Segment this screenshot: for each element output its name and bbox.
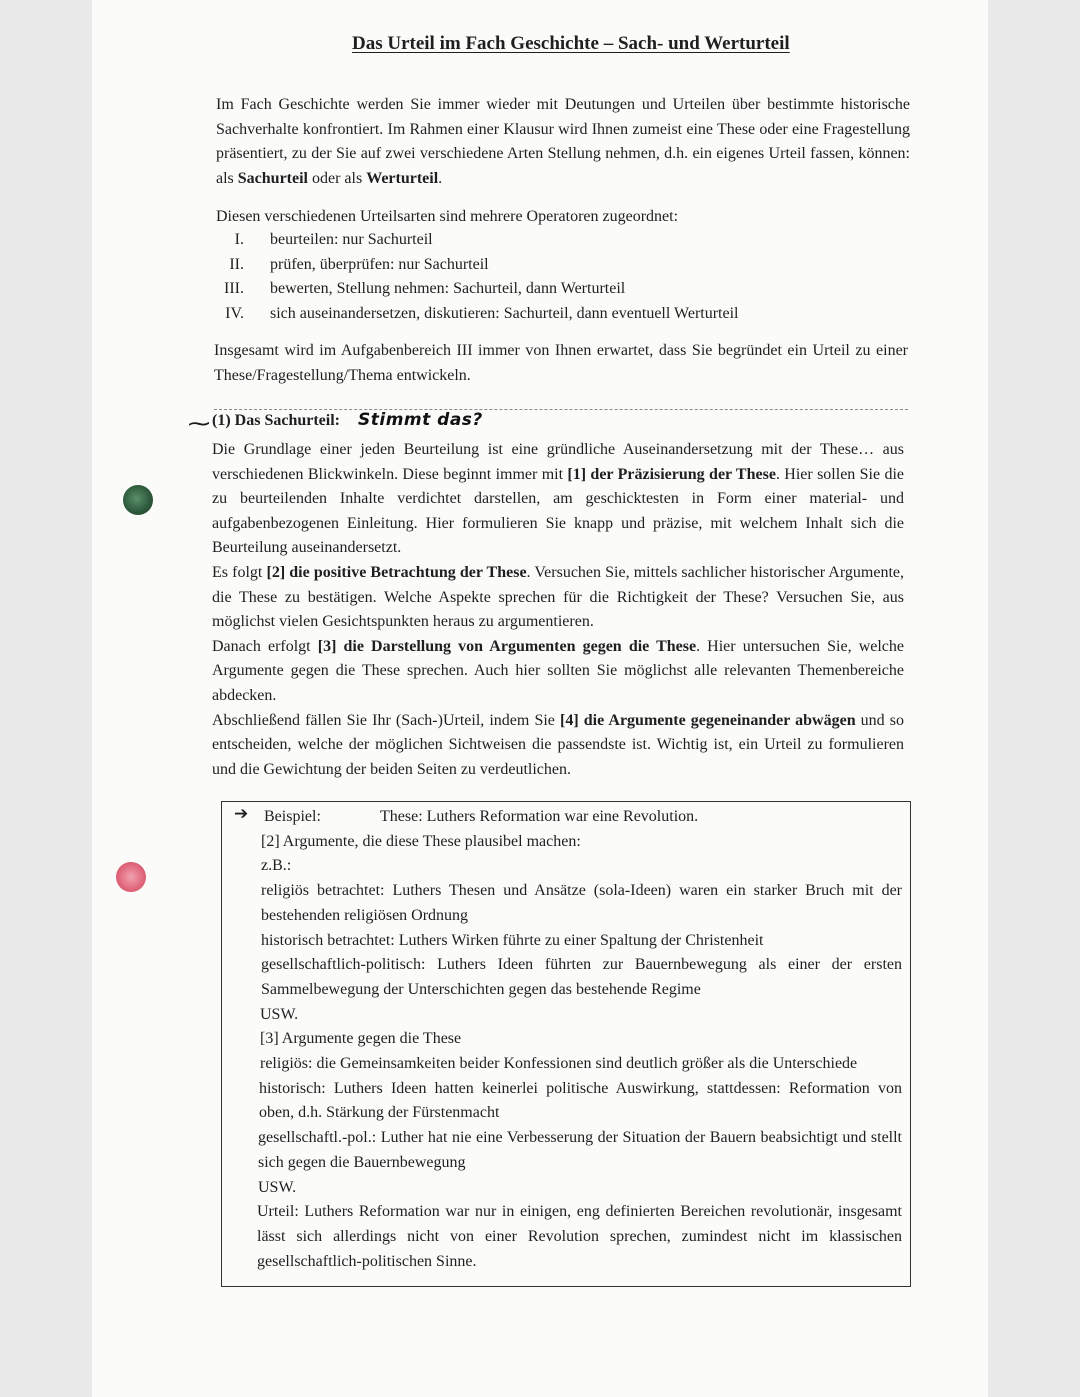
zb-label: z.B.:	[261, 857, 292, 875]
arrow-right-icon: ➔	[234, 804, 249, 824]
con-argument: religiös: die Gemeinsamkeiten beider Konfessionen sind deutlich größer als die Unterschiede	[260, 1055, 858, 1073]
term-werturteil: Werturteil	[366, 169, 439, 187]
example-content	[256, 805, 902, 1274]
operator-item: I. beurteilen: nur Sachurteil	[234, 231, 433, 248]
pro-argument: gesellschaftlich-politisch: Luthers Ideen führten zur Bauernbewegung als einer der ersten Sammelbewegung der Unterschichten gegen das bestehende Regime	[261, 956, 902, 998]
page-title: Das Urteil im Fach Geschichte – Sach- und Werturteil	[352, 33, 790, 54]
term-sachurteil: Sachurteil	[237, 169, 308, 187]
operator-item: II. prüfen, überprüfen: nur Sachurteil	[229, 255, 489, 273]
operator-item: IV. sich auseinandersetzen, diskutieren: Sachurteil, dann eventuell Werturteil	[225, 304, 739, 322]
insgesamt-paragraph: Insgesamt wird im Aufgabenbereich III immer von Ihnen erwartet, dass Sie begründet ein Urteil zu einer These/Fragestellung/Thema entwickeln.	[214, 342, 908, 384]
example-header: Beispiel: These: Luthers Reformation war eine Revolution.	[264, 808, 699, 825]
operators-lead: Diesen verschiedenen Urteilsarten sind mehrere Operatoren zugeordnet:	[216, 208, 679, 225]
con-heading: [3] Argumente gegen die These	[260, 1030, 462, 1048]
intro-paragraph: Im Fach Geschichte werden Sie immer wieder mit Deutungen und Urteilen über bestimmte historische Sachverhalte konfrontiert. Im Rahmen einer Klausur wird Ihnen zumeist eine These oder eine Fragestellung präsentiert, zu der Sie auf zwei verschiedene Arten Stellung nehmen, d.h. ein eigenes Urteil fassen, können: als Sachurteil oder als Werturteil.	[216, 96, 910, 187]
pink-sticker-icon	[116, 862, 146, 892]
section-divider	[214, 409, 908, 410]
usw-label: USW.	[260, 1005, 299, 1023]
handwritten-note: Stimmt das?	[358, 410, 483, 430]
handwritten-dash-mark: ⁓	[188, 412, 210, 437]
sachurteil-text: Die Grundlage einer jeden Beurteilung ist eine gründliche Auseinandersetzung mit der These… aus verschiedenen Blickwinkeln. Diese beginnt immer mit [1] der Präzisierung der These. Hier sollen Sie die zu beurteilenden Inhalte verdichtet darstellen, am geschicktesten in Form einer material- und aufgabenbezogenen Einleitung. Hier formulieren Sie knapp und präzise, mit welchem Inhalt sich die Beurteilung auseinandersetzt. Es folgt [2] die positive Betrachtung der These. Versuchen Sie, mittels sachlicher historischer Argumente, die These zu bestätigen. Welche Aspekte sprechen für die Richtigkeit der These? Versuchen Sie, aus möglichst vielen Gesichtspunkten heraus zu argumentieren. Danach erfolgt [3] die Darstellung von Argumenten gegen die These. Hier untersuchen Sie, welche Argumente gegen die These sprechen. Auch hier sollten Sie möglichst alle relevanten Themenbereiche abdecken. Abschließend fällen Sie Ihr (Sach-)Urteil, indem Sie [4] die Argumente gegeneinander abwägen und so entscheiden, welche der möglichen Sichtweisen die passendste ist. Wichtig ist, ein Urteil zu formulieren und die Gewichtung der beiden Seiten zu verdeutlichen.	[212, 441, 905, 778]
con-argument: gesellschaftl.-pol.: Luther hat nie eine Verbesserung der Situation der Bauern beabsichtigt und stellt sich gegen die Bauernbewegung	[258, 1129, 902, 1171]
operator-list	[218, 228, 908, 326]
urteil-text: Urteil: Luthers Reformation war nur in einigen, eng definierten Bereichen revolutionär, insgesamt lässt sich allerdings nicht von einer Revolution sprechen, zumindest nicht im klassischen gesellschaftlich-politischen Sinne.	[257, 1203, 902, 1270]
pro-argument: religiös betrachtet: Luthers Thesen und Ansätze (sola-Ideen) waren ein starker Bruch mit der bestehenden religiösen Ordnung	[261, 882, 902, 924]
sachurteil-heading: (1) Das Sachurteil:	[212, 412, 340, 429]
operator-item: III. bewerten, Stellung nehmen: Sachurteil, dann Werturteil	[224, 280, 626, 298]
usw-label: USW.	[258, 1178, 297, 1196]
con-argument: historisch: Luthers Ideen hatten keinerlei politische Auswirkung, stattdessen: Reformation von oben, d.h. Stärkung der Fürstenmacht	[259, 1079, 902, 1122]
pro-heading: [2] Argumente, die diese These plausibel machen:	[261, 832, 581, 850]
pro-argument: historisch betrachtet: Luthers Wirken führte zu einer Spaltung der Christenheit	[261, 931, 764, 949]
green-sticker-icon	[123, 485, 153, 515]
